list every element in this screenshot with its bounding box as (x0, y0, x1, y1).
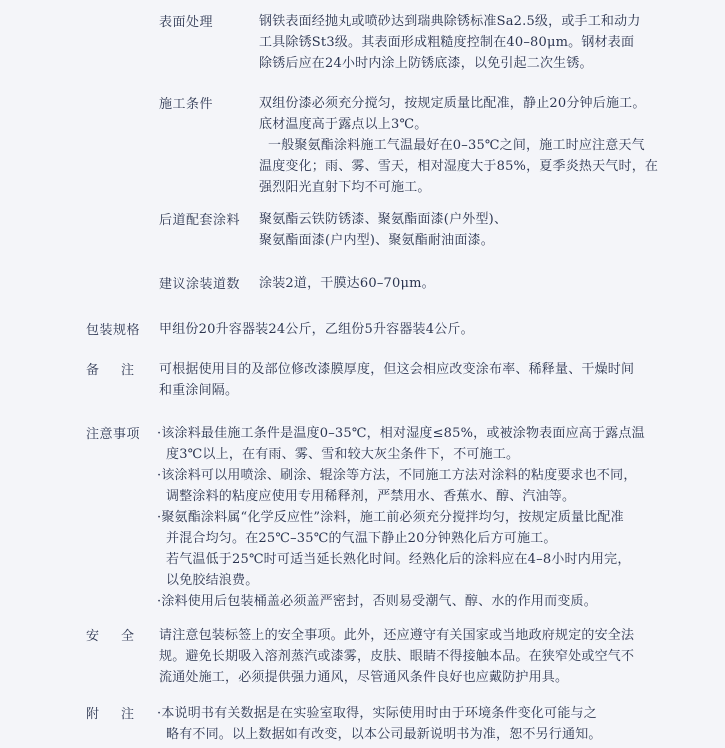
text-line: 强烈阳光直射下均不可施工。 (259, 180, 431, 195)
text-line: 调整涂料的粘度应使用专用稀释剂，严禁用水、香蕉水、醇、汽油等。 (166, 489, 576, 504)
text-line: 双组份漆必须充分搅匀，按规定质量比配准，静止20分钟后施工。 (259, 96, 646, 111)
text-line: 可根据使用目的及部位修改漆膜厚度，但这会相应改变涂布率、稀释量、干燥时间 (159, 362, 635, 377)
precautions-text (157, 423, 645, 612)
remarks-text (159, 359, 634, 401)
topcoat-text (259, 209, 507, 251)
text-line: 一般聚氨酯涂料施工气温最好在0–35℃之间，施工时应注意天气 (268, 138, 645, 153)
text-line: 除锈后应在24小时内涂上防锈底漆，以免引起二次生锈。 (259, 56, 593, 71)
coats-label: 建议涂装道数 (159, 277, 241, 292)
application-conditions-text (259, 93, 658, 198)
text-line: 聚氨酯面漆(户内型)、聚氨酯耐油面漆。 (259, 233, 494, 248)
text-line: 请注意包装标签上的安全事项。此外，还应遵守有关国家或当地政府规定的安全法 (159, 628, 635, 643)
text-line: 和重涂间隔。 (159, 383, 239, 398)
coats-text (259, 273, 435, 294)
text-line: 规。避免长期吸入溶剂蒸汽或漆雾，皮肤、眼睛不得接触本品。在狭窄处或空气不 (159, 649, 635, 664)
text-line: 钢铁表面经抛丸或喷砂达到瑞典除锈标准Sa2.5级，或手工和动力 (259, 14, 641, 29)
text-line: ·该涂料最佳施工条件是温度0–35℃，相对湿度≤85%，或被涂物表面应高于露点温 (157, 426, 645, 441)
surface-treatment-text (259, 11, 641, 74)
appendix-label: 附注 (86, 707, 157, 722)
text-line: ·涂料使用后包装桶盖必须盖严密封，否则易受潮气、醇、水的作用而变质。 (157, 594, 597, 609)
text-line: 底材温度高于露点以上3℃。 (259, 117, 428, 132)
surface-treatment-label: 表面处理 (159, 15, 214, 30)
text-line: 以免胶结浪费。 (166, 573, 259, 588)
remarks-label: 备注 (86, 363, 157, 378)
application-conditions-label: 施工条件 (159, 97, 214, 112)
packaging-text (159, 319, 474, 340)
text-line: 温度变化；雨、雾、雪天，相对湿度大于85%，夏季炎热天气时，在 (259, 159, 659, 174)
text-line: 度3℃以上，在有雨、雾、雪和较大灰尘条件下，不可施工。 (166, 447, 520, 462)
safety-label: 安全 (86, 629, 157, 644)
text-line: 聚氨酯云铁防锈漆、聚氨酯面漆(户外型)、 (259, 212, 508, 227)
text-line: ·该涂料可以用喷涂、刷涂、辊涂等方法，不同施工方法对涂料的粘度要求也不同， (157, 468, 637, 483)
precautions-label: 注意事项 (86, 427, 141, 442)
text-line: 若气温低于25℃时可适当延长熟化时间。经熟化后的涂料应在4–8小时内用完， (166, 552, 631, 567)
text-line: 略有不同。以上数据如有改变，以本公司最新说明书为准，恕不另行通知。 (166, 727, 602, 742)
text-line: 流通处施工，必须提供强力通风，尽管通风条件良好也应戴防护用具。 (159, 670, 569, 685)
safety-text (159, 625, 634, 688)
topcoat-label: 后道配套涂料 (159, 213, 241, 228)
text-line: ·聚氨酯涂料属“化学反应性”涂料，施工前必须充分搅拌均匀，按规定质量比配准 (157, 510, 624, 525)
text-line: 涂装2道，干膜达60–70μm。 (259, 276, 435, 291)
text-line: 工具除锈St3级。其表面形成粗糙度控制在40–80μm。钢材表面 (259, 35, 635, 50)
text-line: 并混合均匀。在25℃–35℃的气温下静止20分钟熟化后方可施工。 (166, 531, 557, 546)
packaging-label: 包装规格 (86, 323, 141, 338)
appendix-text (157, 703, 602, 745)
text-line: ·本说明书有关数据是在实验室取得，实际使用时由于环境条件变化可能与之 (157, 706, 597, 721)
text-line: 甲组份20升容器装24公斤，乙组份5升容器装4公斤。 (159, 322, 474, 337)
